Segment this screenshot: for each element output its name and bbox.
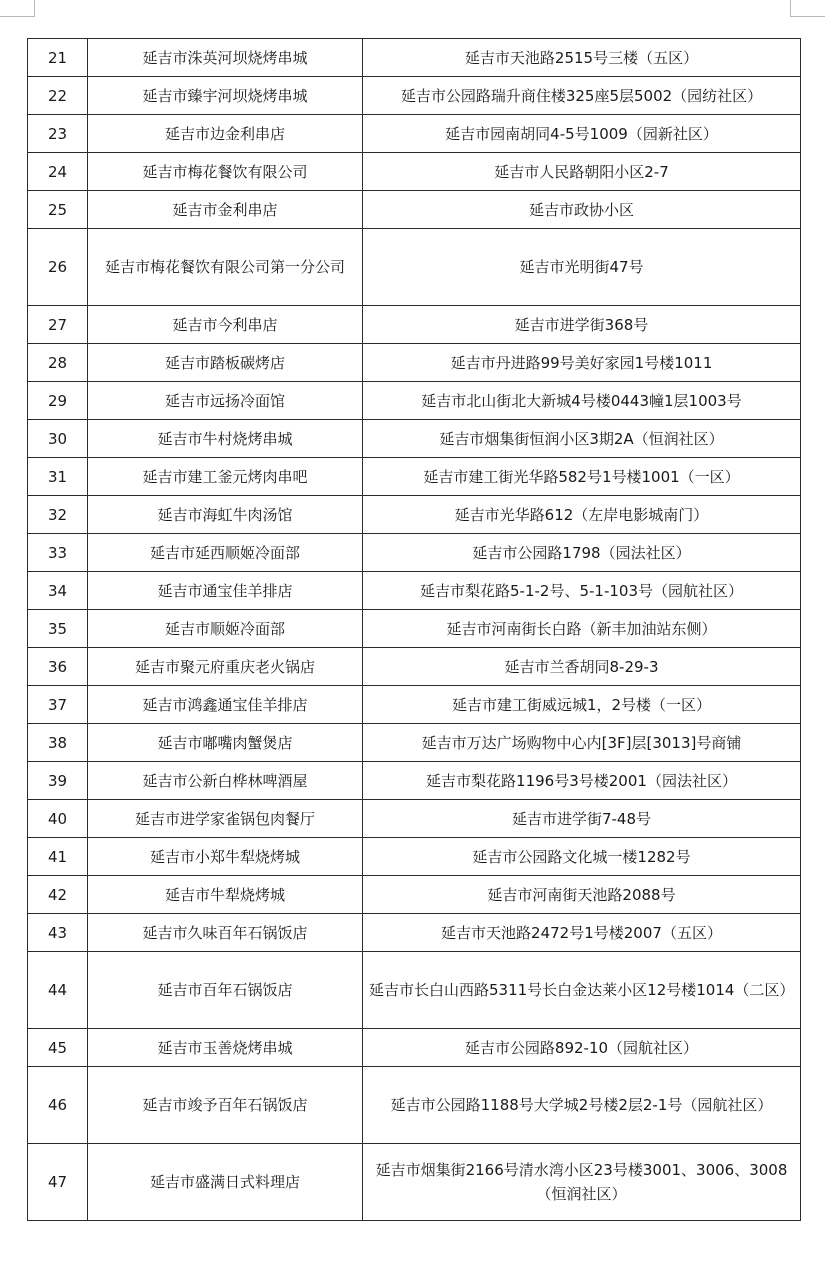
business-name: 延吉市牛村烧烤串城	[88, 420, 363, 458]
table-row	[28, 306, 801, 344]
row-number: 34	[28, 572, 88, 610]
business-name: 延吉市竣予百年石锅饭店	[88, 1067, 363, 1144]
row-number: 21	[28, 39, 88, 77]
business-name: 延吉市延西顺姬冷面部	[88, 534, 363, 572]
table-row	[28, 534, 801, 572]
row-number: 37	[28, 686, 88, 724]
row-number: 46	[28, 1067, 88, 1144]
business-address: 延吉市进学街368号	[363, 306, 801, 344]
row-number: 47	[28, 1144, 88, 1221]
business-name: 延吉市梅花餐饮有限公司	[88, 153, 363, 191]
table-row	[28, 952, 801, 1029]
business-name: 延吉市通宝佳羊排店	[88, 572, 363, 610]
business-name: 延吉市进学家雀锅包肉餐厅	[88, 800, 363, 838]
table-row	[28, 382, 801, 420]
row-number: 27	[28, 306, 88, 344]
business-address: 延吉市烟集街2166号清水湾小区23号楼3001、3006、3008（恒润社区）	[363, 1144, 801, 1221]
table-row	[28, 420, 801, 458]
row-number: 26	[28, 229, 88, 306]
table-row	[28, 838, 801, 876]
row-number: 25	[28, 191, 88, 229]
business-name: 延吉市盛满日式料理店	[88, 1144, 363, 1221]
business-address: 延吉市天池路2472号1号楼2007（五区）	[363, 914, 801, 952]
row-number: 30	[28, 420, 88, 458]
row-number: 39	[28, 762, 88, 800]
business-name: 延吉市今利串店	[88, 306, 363, 344]
business-name: 延吉市百年石锅饭店	[88, 952, 363, 1029]
row-number: 40	[28, 800, 88, 838]
table-row	[28, 762, 801, 800]
table-row	[28, 458, 801, 496]
restaurant-table	[27, 38, 801, 1221]
row-number: 24	[28, 153, 88, 191]
crop-mark-right	[790, 0, 825, 17]
business-name: 延吉市公新白桦林啤酒屋	[88, 762, 363, 800]
business-address: 延吉市梨花路5-1-2号、5-1-103号（园航社区）	[363, 572, 801, 610]
business-address: 延吉市光明街47号	[363, 229, 801, 306]
business-address: 延吉市建工街光华路582号1号楼1001（一区）	[363, 458, 801, 496]
row-number: 45	[28, 1029, 88, 1067]
table-row	[28, 686, 801, 724]
business-name: 延吉市金利串店	[88, 191, 363, 229]
table-row	[28, 229, 801, 306]
row-number: 23	[28, 115, 88, 153]
row-number: 28	[28, 344, 88, 382]
business-address: 延吉市烟集街恒润小区3期2A（恒润社区）	[363, 420, 801, 458]
business-address: 延吉市兰香胡同8-29-3	[363, 648, 801, 686]
row-number: 36	[28, 648, 88, 686]
business-name: 延吉市顺姬冷面部	[88, 610, 363, 648]
table-row	[28, 39, 801, 77]
row-number: 44	[28, 952, 88, 1029]
business-name: 延吉市聚元府重庆老火锅店	[88, 648, 363, 686]
business-name: 延吉市建工釜元烤肉串吧	[88, 458, 363, 496]
business-name: 延吉市臻宇河坝烧烤串城	[88, 77, 363, 115]
table-row	[28, 914, 801, 952]
business-address: 延吉市人民路朝阳小区2-7	[363, 153, 801, 191]
row-number: 38	[28, 724, 88, 762]
business-address: 延吉市公园路1798（园法社区）	[363, 534, 801, 572]
business-address: 延吉市河南街长白路（新丰加油站东侧）	[363, 610, 801, 648]
row-number: 22	[28, 77, 88, 115]
table-row	[28, 496, 801, 534]
business-address: 延吉市政协小区	[363, 191, 801, 229]
row-number: 29	[28, 382, 88, 420]
table-row	[28, 153, 801, 191]
business-address: 延吉市河南街天池路2088号	[363, 876, 801, 914]
table-row	[28, 572, 801, 610]
business-name: 延吉市边金利串店	[88, 115, 363, 153]
table-row	[28, 800, 801, 838]
table-row	[28, 610, 801, 648]
row-number: 42	[28, 876, 88, 914]
business-address: 延吉市公园路文化城一楼1282号	[363, 838, 801, 876]
business-address: 延吉市公园路1188号大学城2号楼2层2-1号（园航社区）	[363, 1067, 801, 1144]
business-name: 延吉市玉善烧烤串城	[88, 1029, 363, 1067]
row-number: 35	[28, 610, 88, 648]
business-name: 延吉市久味百年石锅饭店	[88, 914, 363, 952]
row-number: 33	[28, 534, 88, 572]
business-name: 延吉市洙英河坝烧烤串城	[88, 39, 363, 77]
table-row	[28, 191, 801, 229]
business-name: 延吉市梅花餐饮有限公司第一分公司	[88, 229, 363, 306]
business-name: 延吉市嘟嘴肉蟹煲店	[88, 724, 363, 762]
table-row	[28, 1144, 801, 1221]
crop-mark-left	[0, 0, 35, 17]
business-name: 延吉市海虹牛肉汤馆	[88, 496, 363, 534]
business-address: 延吉市万达广场购物中心内[3F]层[3013]号商铺	[363, 724, 801, 762]
table-row	[28, 115, 801, 153]
business-address: 延吉市丹进路99号美好家园1号楼1011	[363, 344, 801, 382]
business-address: 延吉市建工街威远城1，2号楼（一区）	[363, 686, 801, 724]
business-name: 延吉市小郑牛犁烧烤城	[88, 838, 363, 876]
business-name: 延吉市远扬冷面馆	[88, 382, 363, 420]
business-name: 延吉市踏板碳烤店	[88, 344, 363, 382]
business-address: 延吉市梨花路1196号3号楼2001（园法社区）	[363, 762, 801, 800]
row-number: 32	[28, 496, 88, 534]
row-number: 43	[28, 914, 88, 952]
table-row	[28, 724, 801, 762]
table-row	[28, 648, 801, 686]
row-number: 31	[28, 458, 88, 496]
business-address: 延吉市北山街北大新城4号楼0443幢1层1003号	[363, 382, 801, 420]
business-address: 延吉市园南胡同4-5号1009（园新社区）	[363, 115, 801, 153]
table-row	[28, 77, 801, 115]
table-row	[28, 344, 801, 382]
business-address: 延吉市公园路瑞升商住楼325座5层5002（园纺社区）	[363, 77, 801, 115]
business-address: 延吉市天池路2515号三楼（五区）	[363, 39, 801, 77]
table-row	[28, 876, 801, 914]
business-address: 延吉市公园路892-10（园航社区）	[363, 1029, 801, 1067]
business-address: 延吉市光华路612（左岸电影城南门）	[363, 496, 801, 534]
business-name: 延吉市鸿鑫通宝佳羊排店	[88, 686, 363, 724]
business-address: 延吉市长白山西路5311号长白金达莱小区12号楼1014（二区）	[363, 952, 801, 1029]
business-address: 延吉市进学街7-48号	[363, 800, 801, 838]
table-row	[28, 1067, 801, 1144]
business-name: 延吉市牛犁烧烤城	[88, 876, 363, 914]
table-row	[28, 1029, 801, 1067]
row-number: 41	[28, 838, 88, 876]
